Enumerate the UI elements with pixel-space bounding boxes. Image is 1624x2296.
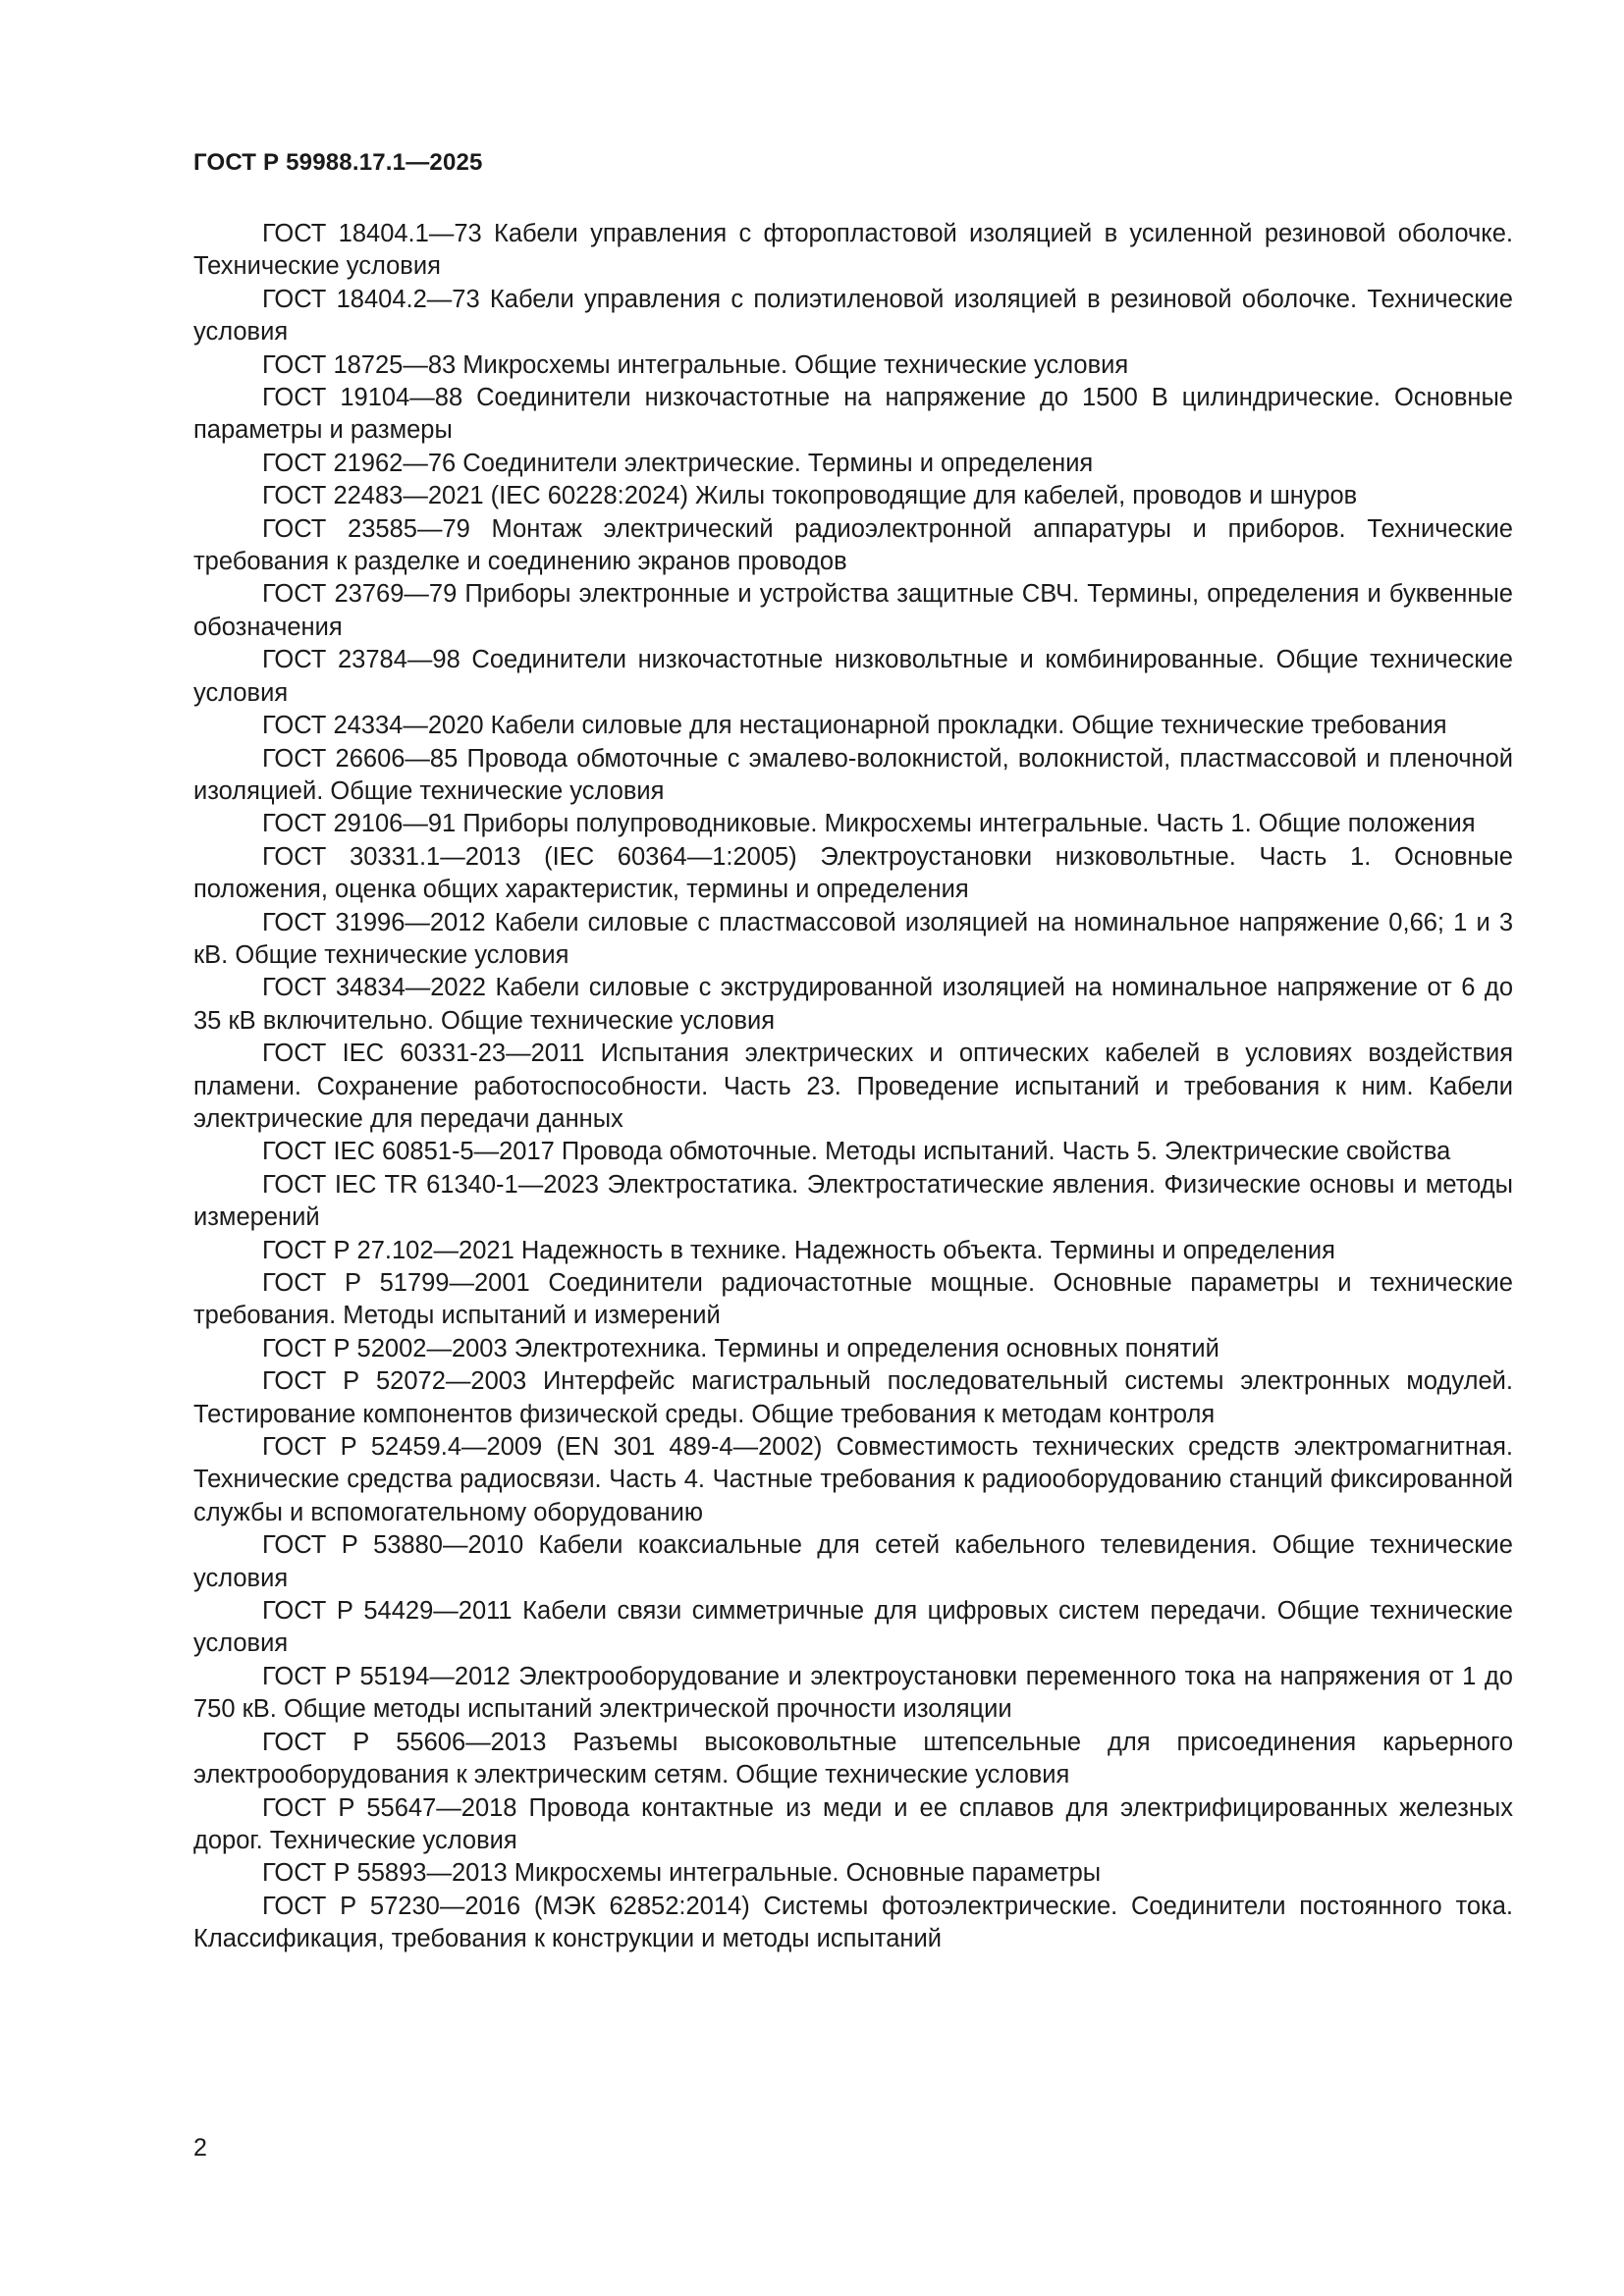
reference-item: ГОСТ 21962—76 Соединители электрические. Термины и определения xyxy=(262,449,1094,477)
reference-item: ГОСТ Р 55194—2012 Электрооборудование и электроустановки переменного тока на напряжения от 1 до 750 кВ. Общие методы испытаний электрической прочности изоляции xyxy=(193,1662,1513,1724)
reference-item: ГОСТ Р 55893—2013 Микросхемы интегральные. Основные параметры xyxy=(262,1859,1102,1888)
reference-item: ГОСТ 24334—2020 Кабели силовые для нестационарной прокладки. Общие технические требования xyxy=(262,712,1447,740)
reference-item: ГОСТ 23769—79 Приборы электронные и устройства защитные СВЧ. Термины, определения и буквенные обозначения xyxy=(193,580,1513,641)
normative-references-list xyxy=(193,218,1513,1956)
reference-item: ГОСТ Р 55606—2013 Разъемы высоковольтные штепсельные для присоединения карьерного электрооборудования к электрическим сетям. Общие технические условия xyxy=(193,1728,1513,1789)
reference-item: ГОСТ Р 52002—2003 Электротехника. Термины и определения основных понятий xyxy=(262,1334,1219,1362)
reference-item: ГОСТ 26606—85 Провода обмоточные с эмалево-волокнистой, волокнистой, пластмассовой и пленочной изоляцией. Общие технические условия xyxy=(193,744,1513,805)
reference-item: ГОСТ 34834—2022 Кабели силовые с экструдированной изоляцией на номинальное напряжение от 6 до 35 кВ включительно. Общие технические условия xyxy=(193,974,1513,1035)
reference-item: ГОСТ 30331.1—2013 (IEC 60364—1:2005) Электроустановки низковольтные. Часть 1. Основные положения, оценка общих характеристик, термины и определения xyxy=(193,842,1513,904)
reference-item: ГОСТ Р 51799—2001 Соединители радиочастотные мощные. Основные параметры и технические требования. Методы испытаний и измерений xyxy=(193,1269,1513,1330)
reference-item: ГОСТ 31996—2012 Кабели силовые с пластмассовой изоляцией на номинальное напряжение 0,66; 1 и 3 кВ. Общие технические условия xyxy=(193,908,1513,969)
page-number: 2 xyxy=(193,2134,207,2162)
reference-item: ГОСТ Р 27.102—2021 Надежность в технике. Надежность объекта. Термины и определения xyxy=(262,1236,1335,1264)
reference-item: ГОСТ 18725—83 Микросхемы интегральные. Общие технические условия xyxy=(262,350,1129,379)
reference-item: ГОСТ 18404.2—73 Кабели управления с полиэтиленовой изоляцией в резиновой оболочке. Технические условия xyxy=(193,285,1513,347)
reference-item: ГОСТ 29106—91 Приборы полупроводниковые. Микросхемы интегральные. Часть 1. Общие положения xyxy=(262,810,1476,838)
reference-item: ГОСТ Р 53880—2010 Кабели коаксиальные для сетей кабельного телевидения. Общие технические условия xyxy=(193,1531,1513,1592)
reference-item: ГОСТ IEC TR 61340-1—2023 Электростатика. Электростатические явления. Физические основы и методы измерений xyxy=(193,1170,1513,1232)
reference-item: ГОСТ 19104—88 Соединители низкочастотные на напряжение до 1500 В цилиндрические. Основные параметры и размеры xyxy=(193,384,1513,445)
reference-item: ГОСТ 22483—2021 (IEC 60228:2024) Жилы токопроводящие для кабелей, проводов и шнуров xyxy=(262,482,1358,510)
reference-item: ГОСТ IEC 60851-5—2017 Провода обмоточные. Методы испытаний. Часть 5. Электрические свойства xyxy=(262,1138,1451,1166)
reference-item: ГОСТ 18404.1—73 Кабели управления с фторопластовой изоляцией в усиленной резиновой оболочке. Технические условия xyxy=(193,220,1513,281)
reference-item: ГОСТ 23784—98 Соединители низкочастотные низковольтные и комбинированные. Общие технические условия xyxy=(193,646,1513,707)
reference-item: ГОСТ Р 55647—2018 Провода контактные из меди и ее сплавов для электрифицированных железных дорог. Технические условия xyxy=(193,1793,1513,1854)
reference-item: ГОСТ Р 52459.4—2009 (EN 301 489-4—2002) Совместимость технических средств электромагнитная. Технические средства радиосвязи. Часть 4. Частные требования к радиооборудованию станций фиксированной службы и вспомогательному оборудованию xyxy=(193,1433,1513,1526)
reference-item: ГОСТ IEC 60331-23—2011 Испытания электрических и оптических кабелей в условиях воздействия пламени. Сохранение работоспособности. Часть 23. Проведение испытаний и требования к ним. Кабели электрические для передачи данных xyxy=(193,1040,1513,1133)
document-header: ГОСТ Р 59988.17.1—2025 xyxy=(193,149,483,176)
reference-item: ГОСТ Р 57230—2016 (МЭК 62852:2014) Системы фотоэлектрические. Соединители постоянного тока. Классификация, требования к конструкции и методы испытаний xyxy=(193,1892,1513,1953)
reference-item: ГОСТ Р 52072—2003 Интерфейс магистральный последовательный системы электронных модулей. Тестирование компонентов физической среды. Общие требования к методам контроля xyxy=(193,1367,1513,1428)
reference-item: ГОСТ Р 54429—2011 Кабели связи симметричные для цифровых систем передачи. Общие технические условия xyxy=(193,1597,1513,1658)
reference-item: ГОСТ 23585—79 Монтаж электрический радиоэлектронной аппаратуры и приборов. Технические требования к разделке и соединению экранов проводов xyxy=(193,514,1513,576)
